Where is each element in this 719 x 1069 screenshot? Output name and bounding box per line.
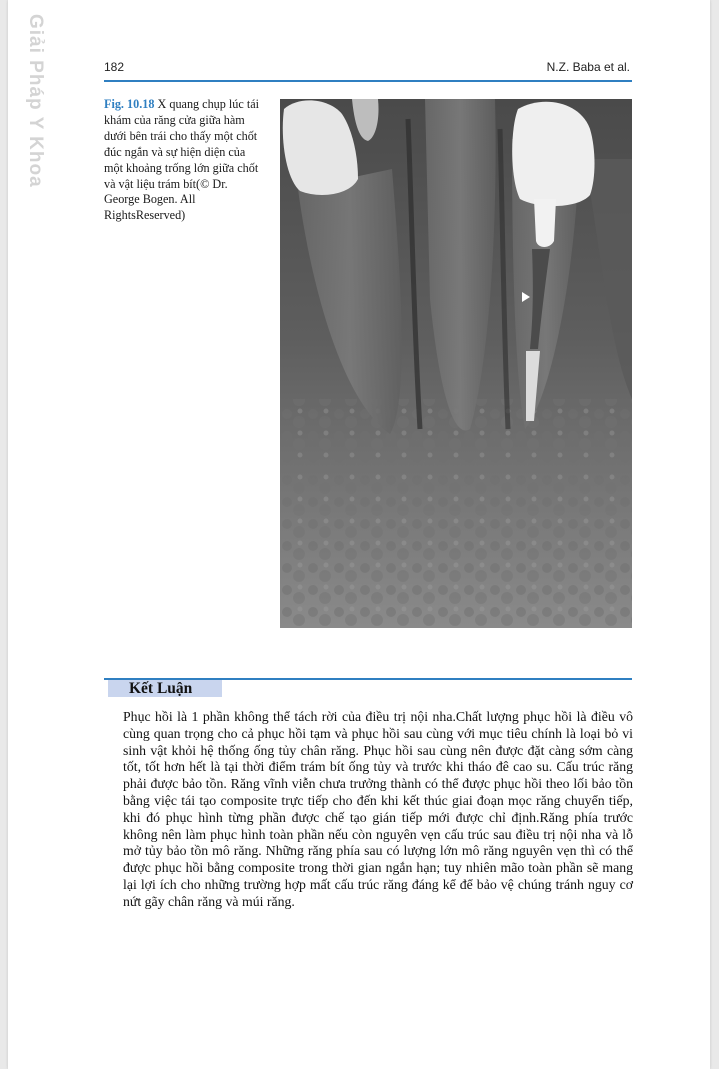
running-authors: N.Z. Baba et al. [546, 60, 630, 74]
watermark: Giải Pháp Y Khoa [25, 14, 46, 188]
running-header [104, 58, 632, 82]
figure-caption [104, 97, 264, 224]
section-body-paragraph: Phục hồi là 1 phần không thể tách rời của điều trị nội nha.Chất lượng phục hồi là điều vô cùng quan trọng cho cả phục hồi tạm và phục hồi sau cùng với mục tiêu chính là loại bỏ vi sinh vật khỏi hệ thống ống tủy chân răng. Phục hồi sau cùng nên được đặt càng sớm càng tốt, tốt hơn hết là tại thời điểm trám bít ống tủy và trước khi tháo đê cao su. Cấu trúc răng phải được bảo tồn. Răng vĩnh viễn chưa trưởng thành có thể được phục hồi theo lối bảo tồn bằng việc tái tạo composite trực tiếp cho đến khi kết thúc giai đoạn mọc răng chuyển tiếp, khi đó phục hình từng phần được chế tạo gián tiếp mới được chỉ định.Răng phía trước không nên làm phục hình toàn phần nếu còn nguyên vẹn cấu trúc sau điều trị nội nha và lỗ mở tủy bảo tồn mô răng. Những răng phía sau có lượng lớn mô răng nguyên vẹn thì có thể được phục hồi bằng composite trong thời gian ngắn hạn; tuy nhiên mão toàn phần sẽ mang lại lợi ích cho những trường hợp mất cấu trúc răng đáng kể để bảo vệ chúng tránh nguy cơ nứt gãy chân răng và múi răng. [123, 709, 633, 909]
dental-xray-image [280, 99, 632, 628]
figure-label: Fig. 10.18 [104, 97, 155, 111]
page-number: 182 [104, 60, 125, 74]
section-heading: Kết Luận [108, 680, 222, 697]
document-page [8, 0, 710, 1069]
figure-caption-text: X quang chụp lúc tái khám của răng cửa giữa hàm dưới bên trái cho thấy một chốt đúc ngắn và sự hiện diện của một khoảng trống lớn giữa chốt và vật liệu trám bít(© Dr. George Bogen. All RightsReserved) [104, 97, 260, 223]
